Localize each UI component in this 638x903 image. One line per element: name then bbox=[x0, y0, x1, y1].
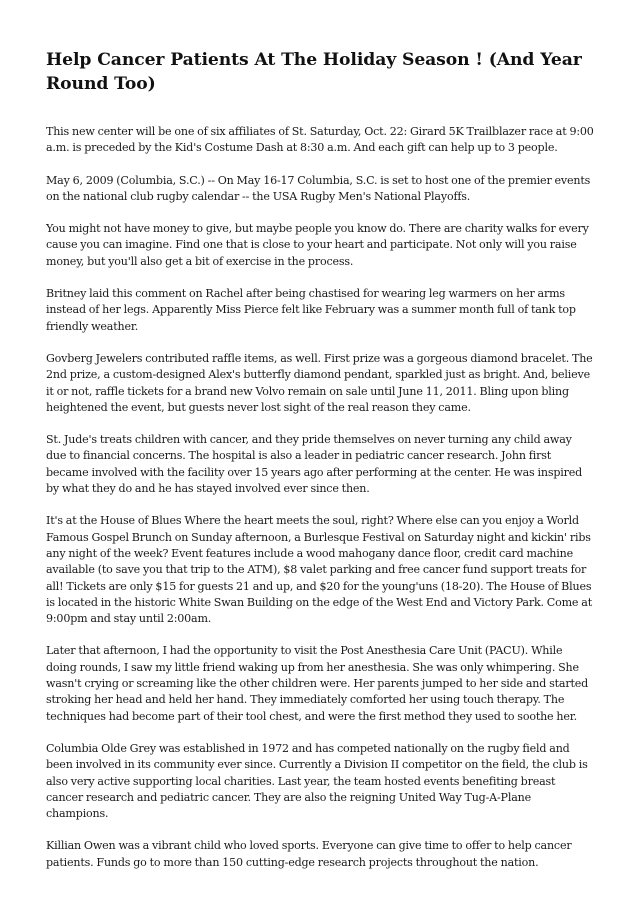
paragraph-10: Killian Owen was a vibrant child who loved sports. Everyone can give time to offer to help cancer patients. Funds go to more than 150 cutting-edge research projects throughout the nation. bbox=[46, 839, 572, 869]
paragraph-6: St. Jude's treats children with cancer, and they pride themselves on never turning any child away due to financial concerns. The hospital is also a leader in pediatric cancer research. John first became involved with the facility over 15 years ago after performing at the center. He was inspired by what they do and he has stayed involved ever since then. bbox=[46, 433, 583, 496]
document-title: Help Cancer Patients At The Holiday Season ! (And Year Round Too) bbox=[46, 50, 582, 94]
paragraph-7: It's at the House of Blues Where the heart meets the soul, right? Where else can you enjoy a World Famous Gospel Brunch on Sunday afternoon, a Burlesque Festival on Saturday night and kickin' ribs any night of the week? Event features include a wood mahogany dance floor, credit card machine available (to save you that trip to the ATM), $8 valet parking and free cancer fund support treats for all! Tickets are only $15 for guests 21 and up, and $20 for the young'uns (18-20). The House of Blues is located in the historic White Swan Building on the edge of the West End and Victory Park. Come at 9:00pm and stay until 2:00am. bbox=[46, 514, 592, 626]
paragraph-4: Britney laid this comment on Rachel after being chastised for wearing leg warmers on her arms instead of her legs. Apparently Miss Pierce felt like February was a summer month full of tank top friendly weather. bbox=[46, 287, 576, 333]
paragraph-1: This new center will be one of six affiliates of St. Saturday, Oct. 22: Girard 5K Trailblazer race at 9:00 a.m. is preceded by the Kid's Costume Dash at 8:30 a.m. And each gift can help up to 3 people. bbox=[46, 125, 594, 155]
paragraph-3: You might not have money to give, but maybe people you know do. There are charity walks for every cause you can imagine. Find one that is close to your heart and participate. Not only will you raise money, but you'll also get a bit of exercise in the process. bbox=[46, 222, 589, 268]
document-page bbox=[46, 48, 594, 887]
paragraph-5: Govberg Jewelers contributed raffle items, as well. First prize was a gorgeous diamond bracelet. The 2nd prize, a custom-designed Alex's butterfly diamond pendant, sparkled just as bright. And, believe it or not, raffle tickets for a brand new Volvo remain on sale until June 11, 2011. Bling upon bling heightened the event, but guests never lost sight of the real reason they came. bbox=[46, 351, 593, 414]
paragraph-2: May 6, 2009 (Columbia, S.C.) -- On May 16-17 Columbia, S.C. is set to host one of the premier events on the national club rugby calendar -- the USA Rugby Men's National Playoffs. bbox=[46, 173, 591, 203]
paragraph-9: Columbia Olde Grey was established in 1972 and has competed nationally on the rugby field and been involved in its community ever since. Currently a Division II competitor on the field, the club is also very active supporting local charities. Last year, the team hosted events benefiting breast cancer research and pediatric cancer. They are also the reigning United Way Tug-A-Plane champions. bbox=[46, 741, 588, 821]
paragraph-8: Later that afternoon, I had the opportunity to visit the Post Anesthesia Care Unit (PACU). While doing rounds, I saw my little friend waking up from her anesthesia. She was only whimpering. She wasn't crying or screaming like the other children were. Her parents jumped to her side and started stroking her head and held her hand. They immediately comforted her using touch therapy. The techniques had become part of their tool chest, and were the first method they used to soothe her. bbox=[46, 644, 589, 723]
